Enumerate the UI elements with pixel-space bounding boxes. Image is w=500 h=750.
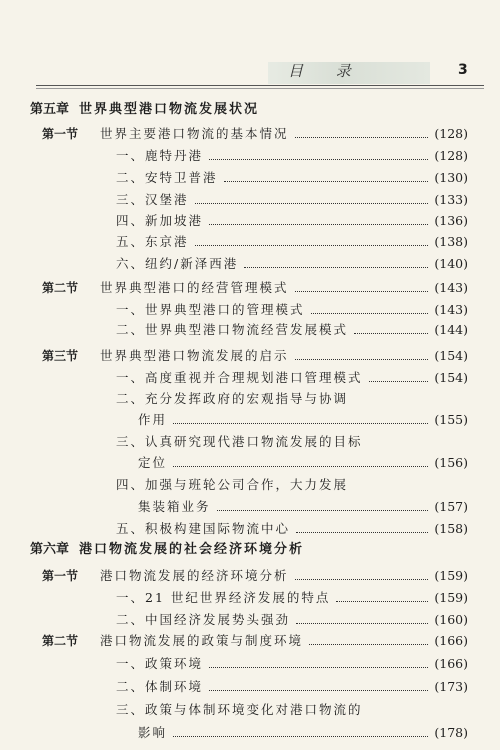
dot-leader: [217, 510, 428, 511]
toc-page-number: (136): [434, 213, 468, 228]
dot-leader: [295, 137, 428, 138]
toc-page-number: (143): [434, 280, 468, 295]
toc-page-number: (140): [434, 256, 468, 271]
header-rule-thin: [36, 88, 484, 89]
toc-cont[interactable]: [138, 723, 468, 743]
toc-page-number: (130): [434, 170, 468, 185]
toc-page-number: (144): [434, 322, 468, 337]
toc-item[interactable]: [116, 211, 468, 231]
toc-title: 二、充分发挥政府的宏观指导与协调: [116, 391, 349, 406]
toc-item[interactable]: [116, 168, 468, 188]
toc-title: 五、积极构建国际物流中心: [116, 521, 291, 536]
toc-page-number: (154): [434, 370, 468, 385]
dot-leader: [209, 224, 428, 225]
toc-number: 第三节: [42, 349, 79, 363]
dot-leader: [195, 245, 428, 246]
toc-cont[interactable]: [138, 453, 468, 473]
toc-title: 一、21 世纪世界经济发展的特点: [116, 590, 331, 605]
toc-section[interactable]: [42, 346, 468, 366]
toc-title: 集装箱业务: [138, 499, 211, 514]
dot-leader: [296, 532, 428, 533]
page-number: 3: [458, 62, 468, 78]
toc-item[interactable]: [116, 146, 468, 166]
toc-item[interactable]: [116, 300, 468, 320]
toc-title: 二、体制环境: [116, 679, 204, 694]
toc-page-number: (133): [434, 192, 468, 207]
toc-chapter[interactable]: [30, 540, 468, 560]
toc-title: 港口物流发展的社会经济环境分析: [79, 542, 305, 557]
toc-title: 六、纽约/新泽西港: [116, 256, 239, 271]
toc-title: 四、新加坡港: [116, 213, 204, 228]
dot-leader: [209, 159, 428, 160]
toc-item[interactable]: [116, 432, 468, 452]
toc-item[interactable]: [116, 475, 468, 495]
toc-title: 港口物流发展的政策与制度环境: [100, 633, 304, 648]
toc-item[interactable]: [116, 610, 468, 630]
toc-title: 四、加强与班轮公司合作，大力发展: [116, 477, 349, 492]
dot-leader: [244, 267, 428, 268]
toc-title: 二、中国经济发展势头强劲: [116, 612, 291, 627]
toc-number: 第一节: [42, 127, 79, 141]
toc-item[interactable]: [116, 254, 468, 274]
toc-title: 世界典型港口物流发展的启示: [100, 348, 289, 363]
toc-title: 影响: [138, 725, 168, 740]
toc-title: 二、安特卫普港: [116, 170, 218, 185]
toc-page-number: (138): [434, 234, 468, 249]
toc-chapter[interactable]: [30, 100, 468, 120]
header-rule: [36, 85, 484, 86]
toc-cont[interactable]: [138, 410, 468, 430]
toc-title: 二、世界典型港口物流经营发展模式: [116, 322, 349, 337]
toc-title: 一、政策环境: [116, 656, 204, 671]
toc-title: 一、高度重视并合理规划港口管理模式: [116, 370, 363, 385]
toc-page-number: (156): [434, 455, 468, 470]
toc-title: 三、认真研究现代港口物流发展的目标: [116, 434, 363, 449]
toc-title: 作用: [138, 412, 168, 427]
dot-leader: [311, 313, 428, 314]
toc-section[interactable]: [42, 631, 468, 651]
dot-leader: [173, 423, 428, 424]
dot-leader: [224, 181, 428, 182]
toc-page-number: (157): [434, 499, 468, 514]
toc-title: 一、世界典型港口的管理模式: [116, 302, 305, 317]
toc-page-number: (173): [434, 679, 468, 694]
toc-section[interactable]: [42, 278, 468, 298]
toc-item[interactable]: [116, 389, 468, 409]
dot-leader: [295, 291, 428, 292]
toc-number: 第二节: [42, 281, 79, 295]
toc-item[interactable]: [116, 700, 468, 720]
dot-leader: [354, 333, 428, 334]
toc-page-number: (166): [434, 633, 468, 648]
dot-leader: [173, 466, 428, 467]
toc-title: 三、汉堡港: [116, 192, 189, 207]
toc-item[interactable]: [116, 677, 468, 697]
toc-page-number: (155): [434, 412, 468, 427]
toc-page-number: (128): [434, 126, 468, 141]
toc-item[interactable]: [116, 588, 468, 608]
toc-title: 五、东京港: [116, 234, 189, 249]
running-header-title: 目 录: [288, 62, 365, 80]
toc-page-number: (160): [434, 612, 468, 627]
toc-title: 世界典型港口的经营管理模式: [100, 280, 289, 295]
toc-page-number: (143): [434, 302, 468, 317]
dot-leader: [369, 381, 428, 382]
dot-leader: [173, 736, 428, 737]
toc-title: 世界主要港口物流的基本情况: [100, 126, 289, 141]
toc-number: 第二节: [42, 634, 79, 648]
toc-page-number: (159): [434, 590, 468, 605]
toc-section[interactable]: [42, 566, 468, 586]
dot-leader: [295, 579, 428, 580]
dot-leader: [309, 644, 428, 645]
toc-item[interactable]: [116, 654, 468, 674]
dot-leader: [195, 203, 428, 204]
toc-title: 世界典型港口物流发展状况: [79, 102, 260, 117]
toc-page-number: (158): [434, 521, 468, 536]
toc-title: 三、政策与体制环境变化对港口物流的: [116, 702, 363, 717]
toc-page-number: (154): [434, 348, 468, 363]
toc-page-number: (128): [434, 148, 468, 163]
toc-page-number: (166): [434, 656, 468, 671]
toc-cont[interactable]: [138, 497, 468, 517]
dot-leader: [296, 623, 428, 624]
toc-item[interactable]: [116, 190, 468, 210]
toc-title: 一、鹿特丹港: [116, 148, 204, 163]
toc-item[interactable]: [116, 519, 468, 539]
toc-number: 第六章: [30, 542, 70, 557]
toc-title: 定位: [138, 455, 168, 470]
toc-number: 第五章: [30, 102, 70, 117]
toc-item[interactable]: [116, 368, 468, 388]
dot-leader: [336, 601, 428, 602]
toc-item[interactable]: [116, 320, 468, 340]
dot-leader: [295, 359, 428, 360]
toc-page-number: (178): [434, 725, 468, 740]
toc-number: 第一节: [42, 569, 79, 583]
toc-page-number: (159): [434, 568, 468, 583]
dot-leader: [209, 690, 428, 691]
toc-section[interactable]: [42, 124, 468, 144]
toc-item[interactable]: [116, 232, 468, 252]
toc-title: 港口物流发展的经济环境分析: [100, 568, 289, 583]
dot-leader: [209, 667, 428, 668]
